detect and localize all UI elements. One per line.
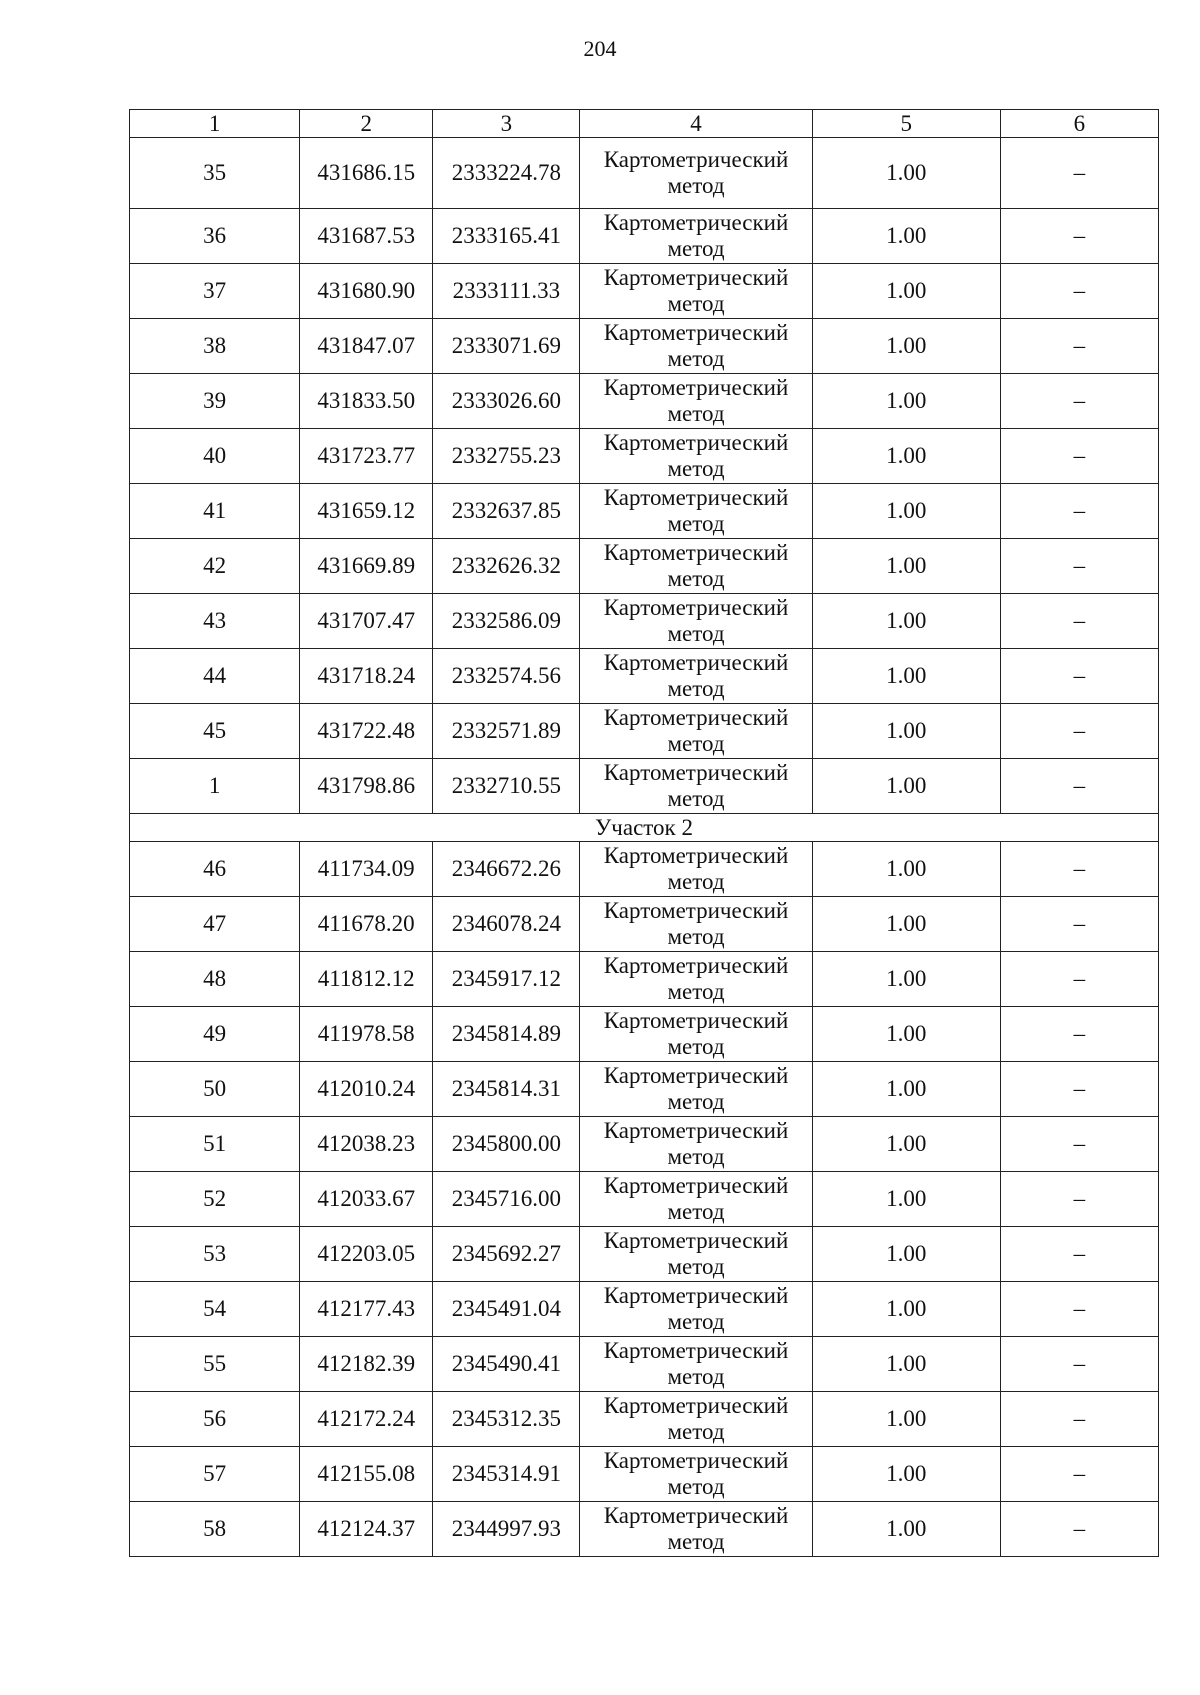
method-cell: Картометрический метод (580, 704, 812, 759)
note-cell: – (1000, 759, 1158, 814)
x-coordinate-cell: 411978.58 (300, 1007, 433, 1062)
accuracy-cell: 1.00 (812, 1337, 1000, 1392)
accuracy-cell: 1.00 (812, 1007, 1000, 1062)
note-cell: – (1000, 952, 1158, 1007)
note-cell: – (1000, 484, 1158, 539)
x-coordinate-cell: 431718.24 (300, 649, 433, 704)
method-cell: Картометрический метод (580, 1117, 812, 1172)
x-coordinate-cell: 411734.09 (300, 842, 433, 897)
table-row (130, 1447, 1159, 1502)
note-cell: – (1000, 1172, 1158, 1227)
table-row (130, 1392, 1159, 1447)
accuracy-cell: 1.00 (812, 759, 1000, 814)
y-coordinate-cell: 2345917.12 (433, 952, 580, 1007)
x-coordinate-cell: 412177.43 (300, 1282, 433, 1337)
point-number-cell: 35 (130, 138, 300, 209)
coordinates-table (129, 109, 1159, 1557)
y-coordinate-cell: 2346078.24 (433, 897, 580, 952)
x-coordinate-cell: 431723.77 (300, 429, 433, 484)
note-cell: – (1000, 429, 1158, 484)
method-cell: Картометрический метод (580, 952, 812, 1007)
table-body (130, 110, 1159, 1557)
x-coordinate-cell: 412172.24 (300, 1392, 433, 1447)
x-coordinate-cell: 431659.12 (300, 484, 433, 539)
point-number-cell: 53 (130, 1227, 300, 1282)
x-coordinate-cell: 412038.23 (300, 1117, 433, 1172)
method-cell: Картометрический метод (580, 264, 812, 319)
accuracy-cell: 1.00 (812, 1447, 1000, 1502)
y-coordinate-cell: 2333224.78 (433, 138, 580, 209)
point-number-cell: 38 (130, 319, 300, 374)
method-cell: Картометрический метод (580, 319, 812, 374)
method-cell: Картометрический метод (580, 429, 812, 484)
y-coordinate-cell: 2345314.91 (433, 1447, 580, 1502)
y-coordinate-cell: 2345491.04 (433, 1282, 580, 1337)
y-coordinate-cell: 2345814.31 (433, 1062, 580, 1117)
note-cell: – (1000, 1447, 1158, 1502)
y-coordinate-cell: 2332574.56 (433, 649, 580, 704)
note-cell: – (1000, 374, 1158, 429)
accuracy-cell: 1.00 (812, 1172, 1000, 1227)
table-row (130, 649, 1159, 704)
accuracy-cell: 1.00 (812, 897, 1000, 952)
header-cell-5: 5 (812, 110, 1000, 138)
point-number-cell: 47 (130, 897, 300, 952)
method-cell: Картометрический метод (580, 484, 812, 539)
accuracy-cell: 1.00 (812, 1392, 1000, 1447)
table-row (130, 704, 1159, 759)
note-cell: – (1000, 1227, 1158, 1282)
x-coordinate-cell: 412203.05 (300, 1227, 433, 1282)
note-cell: – (1000, 264, 1158, 319)
y-coordinate-cell: 2344997.93 (433, 1502, 580, 1557)
point-number-cell: 43 (130, 594, 300, 649)
point-number-cell: 46 (130, 842, 300, 897)
point-number-cell: 40 (130, 429, 300, 484)
y-coordinate-cell: 2345490.41 (433, 1337, 580, 1392)
header-cell-1: 1 (130, 110, 300, 138)
note-cell: – (1000, 1062, 1158, 1117)
x-coordinate-cell: 412033.67 (300, 1172, 433, 1227)
method-cell: Картометрический метод (580, 539, 812, 594)
header-cell-4: 4 (580, 110, 812, 138)
accuracy-cell: 1.00 (812, 264, 1000, 319)
table-row (130, 1007, 1159, 1062)
table-row (130, 264, 1159, 319)
accuracy-cell: 1.00 (812, 429, 1000, 484)
x-coordinate-cell: 431847.07 (300, 319, 433, 374)
accuracy-cell: 1.00 (812, 319, 1000, 374)
accuracy-cell: 1.00 (812, 842, 1000, 897)
method-cell: Картометрический метод (580, 1337, 812, 1392)
table-row (130, 952, 1159, 1007)
point-number-cell: 1 (130, 759, 300, 814)
method-cell: Картометрический метод (580, 897, 812, 952)
accuracy-cell: 1.00 (812, 952, 1000, 1007)
method-cell: Картометрический метод (580, 594, 812, 649)
table-row (130, 897, 1159, 952)
table-row (130, 429, 1159, 484)
y-coordinate-cell: 2346672.26 (433, 842, 580, 897)
table-row (130, 1282, 1159, 1337)
y-coordinate-cell: 2332626.32 (433, 539, 580, 594)
x-coordinate-cell: 431686.15 (300, 138, 433, 209)
note-cell: – (1000, 1007, 1158, 1062)
method-cell: Картометрический метод (580, 1392, 812, 1447)
accuracy-cell: 1.00 (812, 1227, 1000, 1282)
method-cell: Картометрический метод (580, 649, 812, 704)
point-number-cell: 54 (130, 1282, 300, 1337)
x-coordinate-cell: 431687.53 (300, 209, 433, 264)
table-row (130, 759, 1159, 814)
accuracy-cell: 1.00 (812, 1062, 1000, 1117)
table-row (130, 319, 1159, 374)
x-coordinate-cell: 431707.47 (300, 594, 433, 649)
method-cell: Картометрический метод (580, 842, 812, 897)
point-number-cell: 55 (130, 1337, 300, 1392)
y-coordinate-cell: 2345800.00 (433, 1117, 580, 1172)
point-number-cell: 57 (130, 1447, 300, 1502)
accuracy-cell: 1.00 (812, 1117, 1000, 1172)
page-number: 204 (583, 36, 617, 61)
accuracy-cell: 1.00 (812, 1282, 1000, 1337)
x-coordinate-cell: 431669.89 (300, 539, 433, 594)
x-coordinate-cell: 412010.24 (300, 1062, 433, 1117)
y-coordinate-cell: 2345716.00 (433, 1172, 580, 1227)
accuracy-cell: 1.00 (812, 374, 1000, 429)
table-row (130, 138, 1159, 209)
note-cell: – (1000, 649, 1158, 704)
note-cell: – (1000, 1117, 1158, 1172)
y-coordinate-cell: 2332710.55 (433, 759, 580, 814)
note-cell: – (1000, 842, 1158, 897)
method-cell: Картометрический метод (580, 1007, 812, 1062)
method-cell: Картометрический метод (580, 759, 812, 814)
note-cell: – (1000, 539, 1158, 594)
point-number-cell: 52 (130, 1172, 300, 1227)
note-cell: – (1000, 138, 1158, 209)
header-cell-3: 3 (433, 110, 580, 138)
table-row (130, 1172, 1159, 1227)
note-cell: – (1000, 1392, 1158, 1447)
point-number-cell: 51 (130, 1117, 300, 1172)
accuracy-cell: 1.00 (812, 704, 1000, 759)
x-coordinate-cell: 431680.90 (300, 264, 433, 319)
y-coordinate-cell: 2333111.33 (433, 264, 580, 319)
table-row (130, 484, 1159, 539)
note-cell: – (1000, 1502, 1158, 1557)
accuracy-cell: 1.00 (812, 1502, 1000, 1557)
point-number-cell: 37 (130, 264, 300, 319)
table-row (130, 209, 1159, 264)
table-row (130, 1502, 1159, 1557)
section-row (130, 814, 1159, 842)
accuracy-cell: 1.00 (812, 649, 1000, 704)
table-row (130, 842, 1159, 897)
method-cell: Картометрический метод (580, 1447, 812, 1502)
point-number-cell: 58 (130, 1502, 300, 1557)
y-coordinate-cell: 2345312.35 (433, 1392, 580, 1447)
note-cell: – (1000, 1282, 1158, 1337)
x-coordinate-cell: 431722.48 (300, 704, 433, 759)
accuracy-cell: 1.00 (812, 138, 1000, 209)
x-coordinate-cell: 412182.39 (300, 1337, 433, 1392)
y-coordinate-cell: 2333165.41 (433, 209, 580, 264)
table-row (130, 1227, 1159, 1282)
method-cell: Картометрический метод (580, 138, 812, 209)
x-coordinate-cell: 411812.12 (300, 952, 433, 1007)
header-cell-6: 6 (1000, 110, 1158, 138)
table-row (130, 1117, 1159, 1172)
table-row (130, 374, 1159, 429)
x-coordinate-cell: 431798.86 (300, 759, 433, 814)
point-number-cell: 50 (130, 1062, 300, 1117)
note-cell: – (1000, 209, 1158, 264)
y-coordinate-cell: 2333071.69 (433, 319, 580, 374)
accuracy-cell: 1.00 (812, 484, 1000, 539)
x-coordinate-cell: 431833.50 (300, 374, 433, 429)
y-coordinate-cell: 2345692.27 (433, 1227, 580, 1282)
method-cell: Картометрический метод (580, 1062, 812, 1117)
y-coordinate-cell: 2332571.89 (433, 704, 580, 759)
table-row (130, 1337, 1159, 1392)
note-cell: – (1000, 704, 1158, 759)
method-cell: Картометрический метод (580, 209, 812, 264)
point-number-cell: 42 (130, 539, 300, 594)
y-coordinate-cell: 2332637.85 (433, 484, 580, 539)
point-number-cell: 39 (130, 374, 300, 429)
accuracy-cell: 1.00 (812, 209, 1000, 264)
method-cell: Картометрический метод (580, 1227, 812, 1282)
note-cell: – (1000, 594, 1158, 649)
y-coordinate-cell: 2345814.89 (433, 1007, 580, 1062)
note-cell: – (1000, 897, 1158, 952)
table-row (130, 539, 1159, 594)
method-cell: Картометрический метод (580, 1502, 812, 1557)
table-row (130, 594, 1159, 649)
point-number-cell: 49 (130, 1007, 300, 1062)
method-cell: Картометрический метод (580, 1172, 812, 1227)
accuracy-cell: 1.00 (812, 539, 1000, 594)
method-cell: Картометрический метод (580, 1282, 812, 1337)
table-row (130, 1062, 1159, 1117)
section-title: Участок 2 (130, 814, 1159, 842)
x-coordinate-cell: 411678.20 (300, 897, 433, 952)
note-cell: – (1000, 1337, 1158, 1392)
header-cell-2: 2 (300, 110, 433, 138)
y-coordinate-cell: 2332755.23 (433, 429, 580, 484)
x-coordinate-cell: 412124.37 (300, 1502, 433, 1557)
x-coordinate-cell: 412155.08 (300, 1447, 433, 1502)
point-number-cell: 56 (130, 1392, 300, 1447)
point-number-cell: 41 (130, 484, 300, 539)
accuracy-cell: 1.00 (812, 594, 1000, 649)
point-number-cell: 44 (130, 649, 300, 704)
point-number-cell: 45 (130, 704, 300, 759)
method-cell: Картометрический метод (580, 374, 812, 429)
y-coordinate-cell: 2333026.60 (433, 374, 580, 429)
y-coordinate-cell: 2332586.09 (433, 594, 580, 649)
point-number-cell: 36 (130, 209, 300, 264)
point-number-cell: 48 (130, 952, 300, 1007)
note-cell: – (1000, 319, 1158, 374)
header-row (130, 110, 1159, 138)
